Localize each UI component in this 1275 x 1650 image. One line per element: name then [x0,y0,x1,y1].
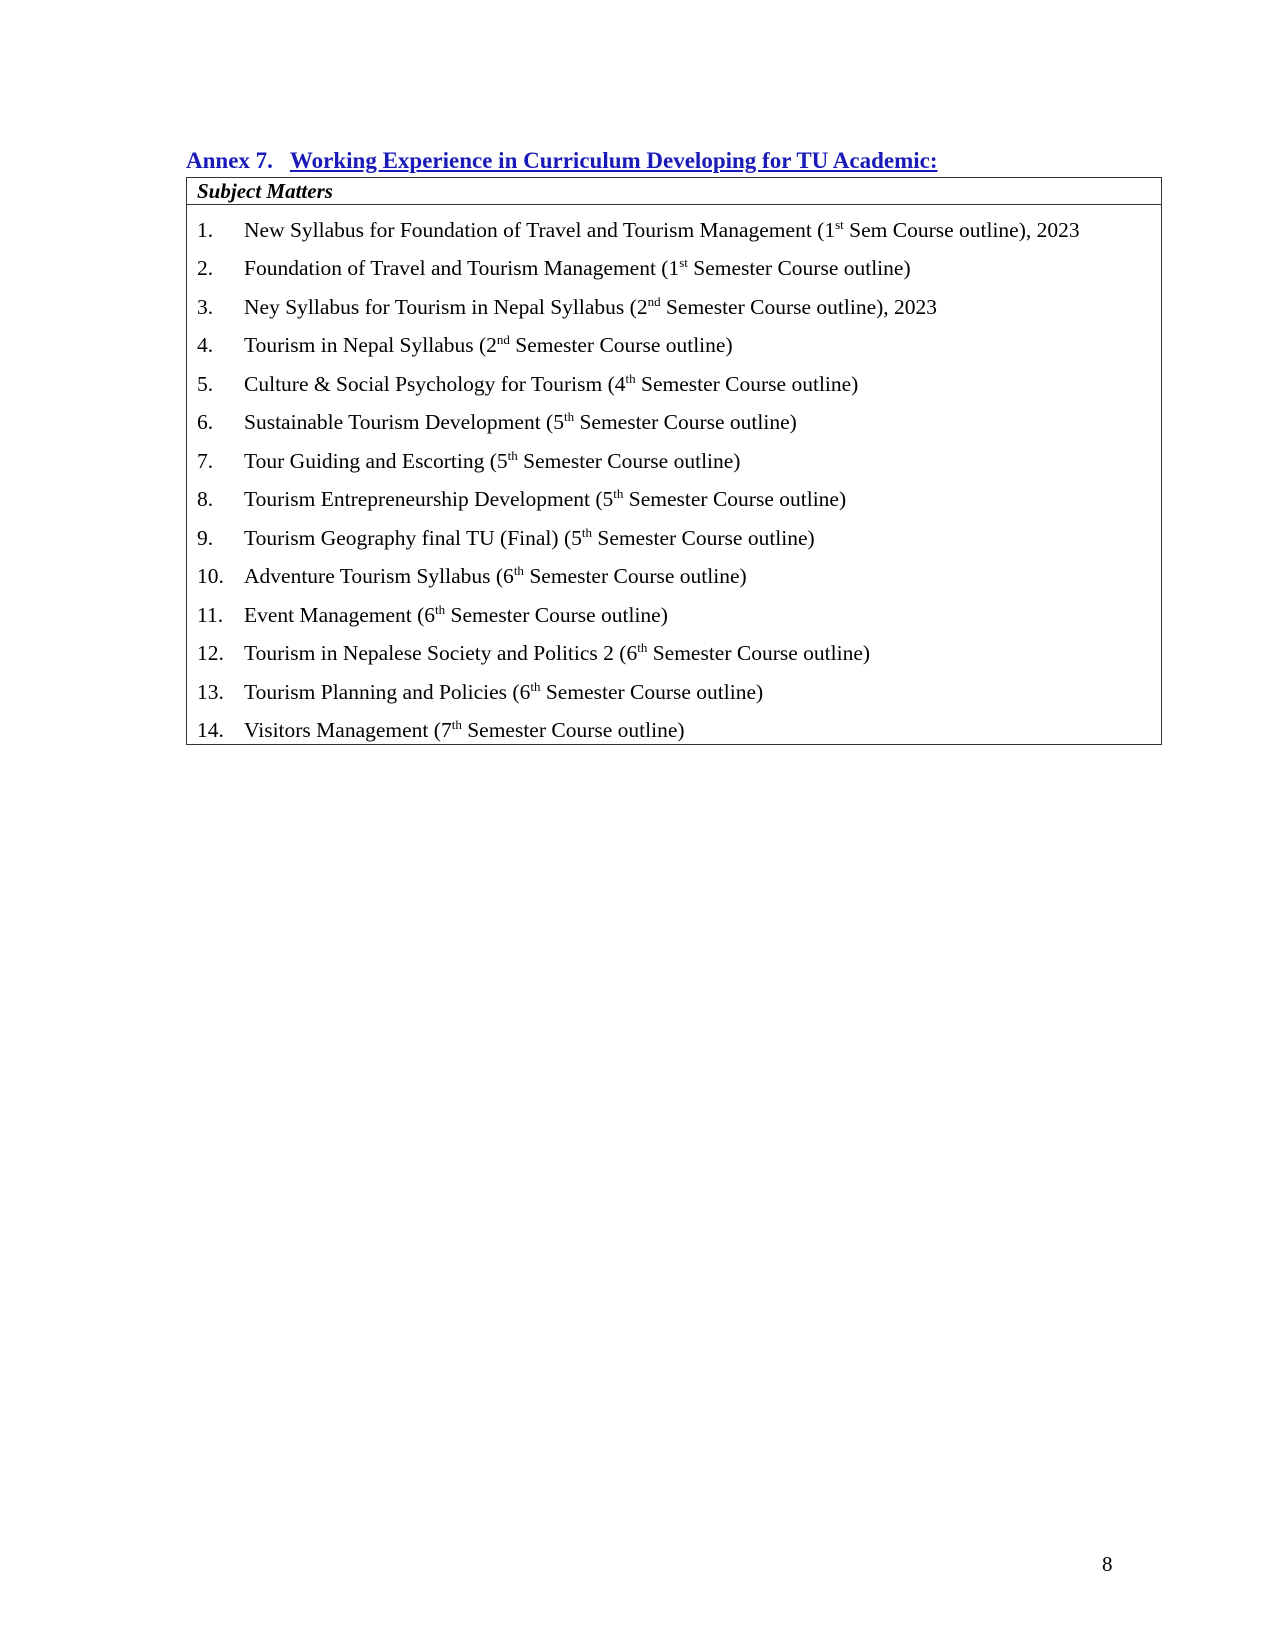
item-text-main: Ney Syllabus for Tourism in Nepal Syllabus (2 [244,294,648,319]
ordinal-superscript: th [637,640,648,656]
ordinal-superscript: th [435,601,446,617]
item-text-rest: Semester Course outline) [461,718,685,743]
item-text [244,641,870,666]
item-text [244,603,668,628]
ordinal-superscript: th [563,409,575,425]
subject-matters-table [186,177,1162,745]
item-text-main: Tourism Entrepreneurship Development (5 [244,487,614,512]
item-text-rest: Semester Course outline) [635,371,859,396]
item-text-main: Tourism in Nepalese Society and Politics 2 (6 [244,641,638,666]
item-number: 2. [197,256,214,281]
item-text [244,256,911,281]
item-text-main: Tourism Geography final TU (Final) (5 [244,525,582,550]
item-number: 6. [197,410,214,435]
item-text-main: Adventure Tourism Syllabus (6 [244,564,514,589]
item-text-main: Culture & Social Psychology for Tourism (4 [244,371,626,396]
item-text-main: Foundation of Travel and Tourism Management (1 [244,256,680,281]
ordinal-superscript: th [581,524,592,540]
ordinal-superscript: st [679,255,688,271]
ordinal-superscript: th [530,678,541,694]
annex-heading [186,148,938,174]
item-number: 9. [197,525,214,550]
item-number: 8. [197,487,214,512]
item-text-rest: Semester Course outline) [623,487,847,512]
list-item [187,635,1161,674]
item-text-rest: Semester Course outline), 2023 [660,294,938,319]
table-header: Subject Matters [187,178,1161,205]
page-number: 8 [1102,1552,1113,1576]
annex-title: Working Experience in Curriculum Developing for TU Academic: [289,148,938,173]
item-text [244,564,747,589]
item-text [244,218,1080,243]
item-text [244,372,858,397]
item-text-main: Tourism in Nepal Syllabus (2 [244,333,497,358]
list-item [187,404,1161,443]
item-text-rest: Semester Course outline) [687,256,911,281]
item-text-main: Tour Guiding and Escorting (5 [244,448,508,473]
item-number: 4. [197,333,214,358]
item-text-main: Tourism Planning and Policies (6 [244,679,531,704]
list-item [187,442,1161,481]
item-number: 14. [197,718,224,743]
list-item [187,211,1161,250]
item-text [244,333,733,358]
item-number: 10. [197,564,224,589]
list-item [187,327,1161,366]
ordinal-superscript: st [835,216,844,232]
item-text-main: New Syllabus for Foundation of Travel and Tourism Management (1 [244,217,836,242]
annex-label: Annex 7. [186,148,273,173]
item-text-main: Event Management (6 [244,602,436,627]
item-number: 5. [197,371,214,396]
list-item [187,712,1161,751]
item-text [244,487,846,512]
item-text-main: Sustainable Tourism Development (5 [244,410,564,435]
ordinal-superscript: nd [647,293,661,309]
ordinal-superscript: th [451,717,462,733]
ordinal-superscript: th [513,563,524,579]
item-text [244,449,740,474]
item-text-rest: Semester Course outline) [647,641,871,666]
item-text-rest: Sem Course outline), 2023 [843,217,1080,242]
item-number: 12. [197,641,224,666]
ordinal-superscript: th [613,486,624,502]
item-text-rest: Semester Course outline) [509,333,733,358]
item-text [244,295,937,320]
list-item [187,519,1161,558]
item-number: 7. [197,448,214,473]
ordinal-superscript: nd [496,332,510,348]
item-text-rest: Semester Course outline) [591,525,815,550]
item-text-main: Visitors Management (7 [244,718,452,743]
list-item [187,673,1161,712]
item-text [244,718,685,743]
list-item [187,288,1161,327]
item-text-rest: Semester Course outline) [445,602,668,627]
item-text-rest: Semester Course outline) [574,410,797,435]
list-item [187,250,1161,289]
list-item [187,365,1161,404]
list-item [187,558,1161,597]
list-item [187,481,1161,520]
ordinal-superscript: th [507,447,518,463]
ordinal-superscript: th [625,370,636,386]
item-number: 11. [197,602,224,627]
item-text [244,680,763,705]
item-number: 1. [197,217,214,242]
item-text-rest: Semester Course outline) [540,679,764,704]
item-text [244,410,797,435]
list-item [187,596,1161,635]
item-number: 13. [197,679,224,704]
subject-list [187,205,1161,750]
item-number: 3. [197,294,214,319]
item-text-rest: Semester Course outline) [523,564,747,589]
item-text-rest: Semester Course outline) [517,448,741,473]
item-text [244,526,815,551]
